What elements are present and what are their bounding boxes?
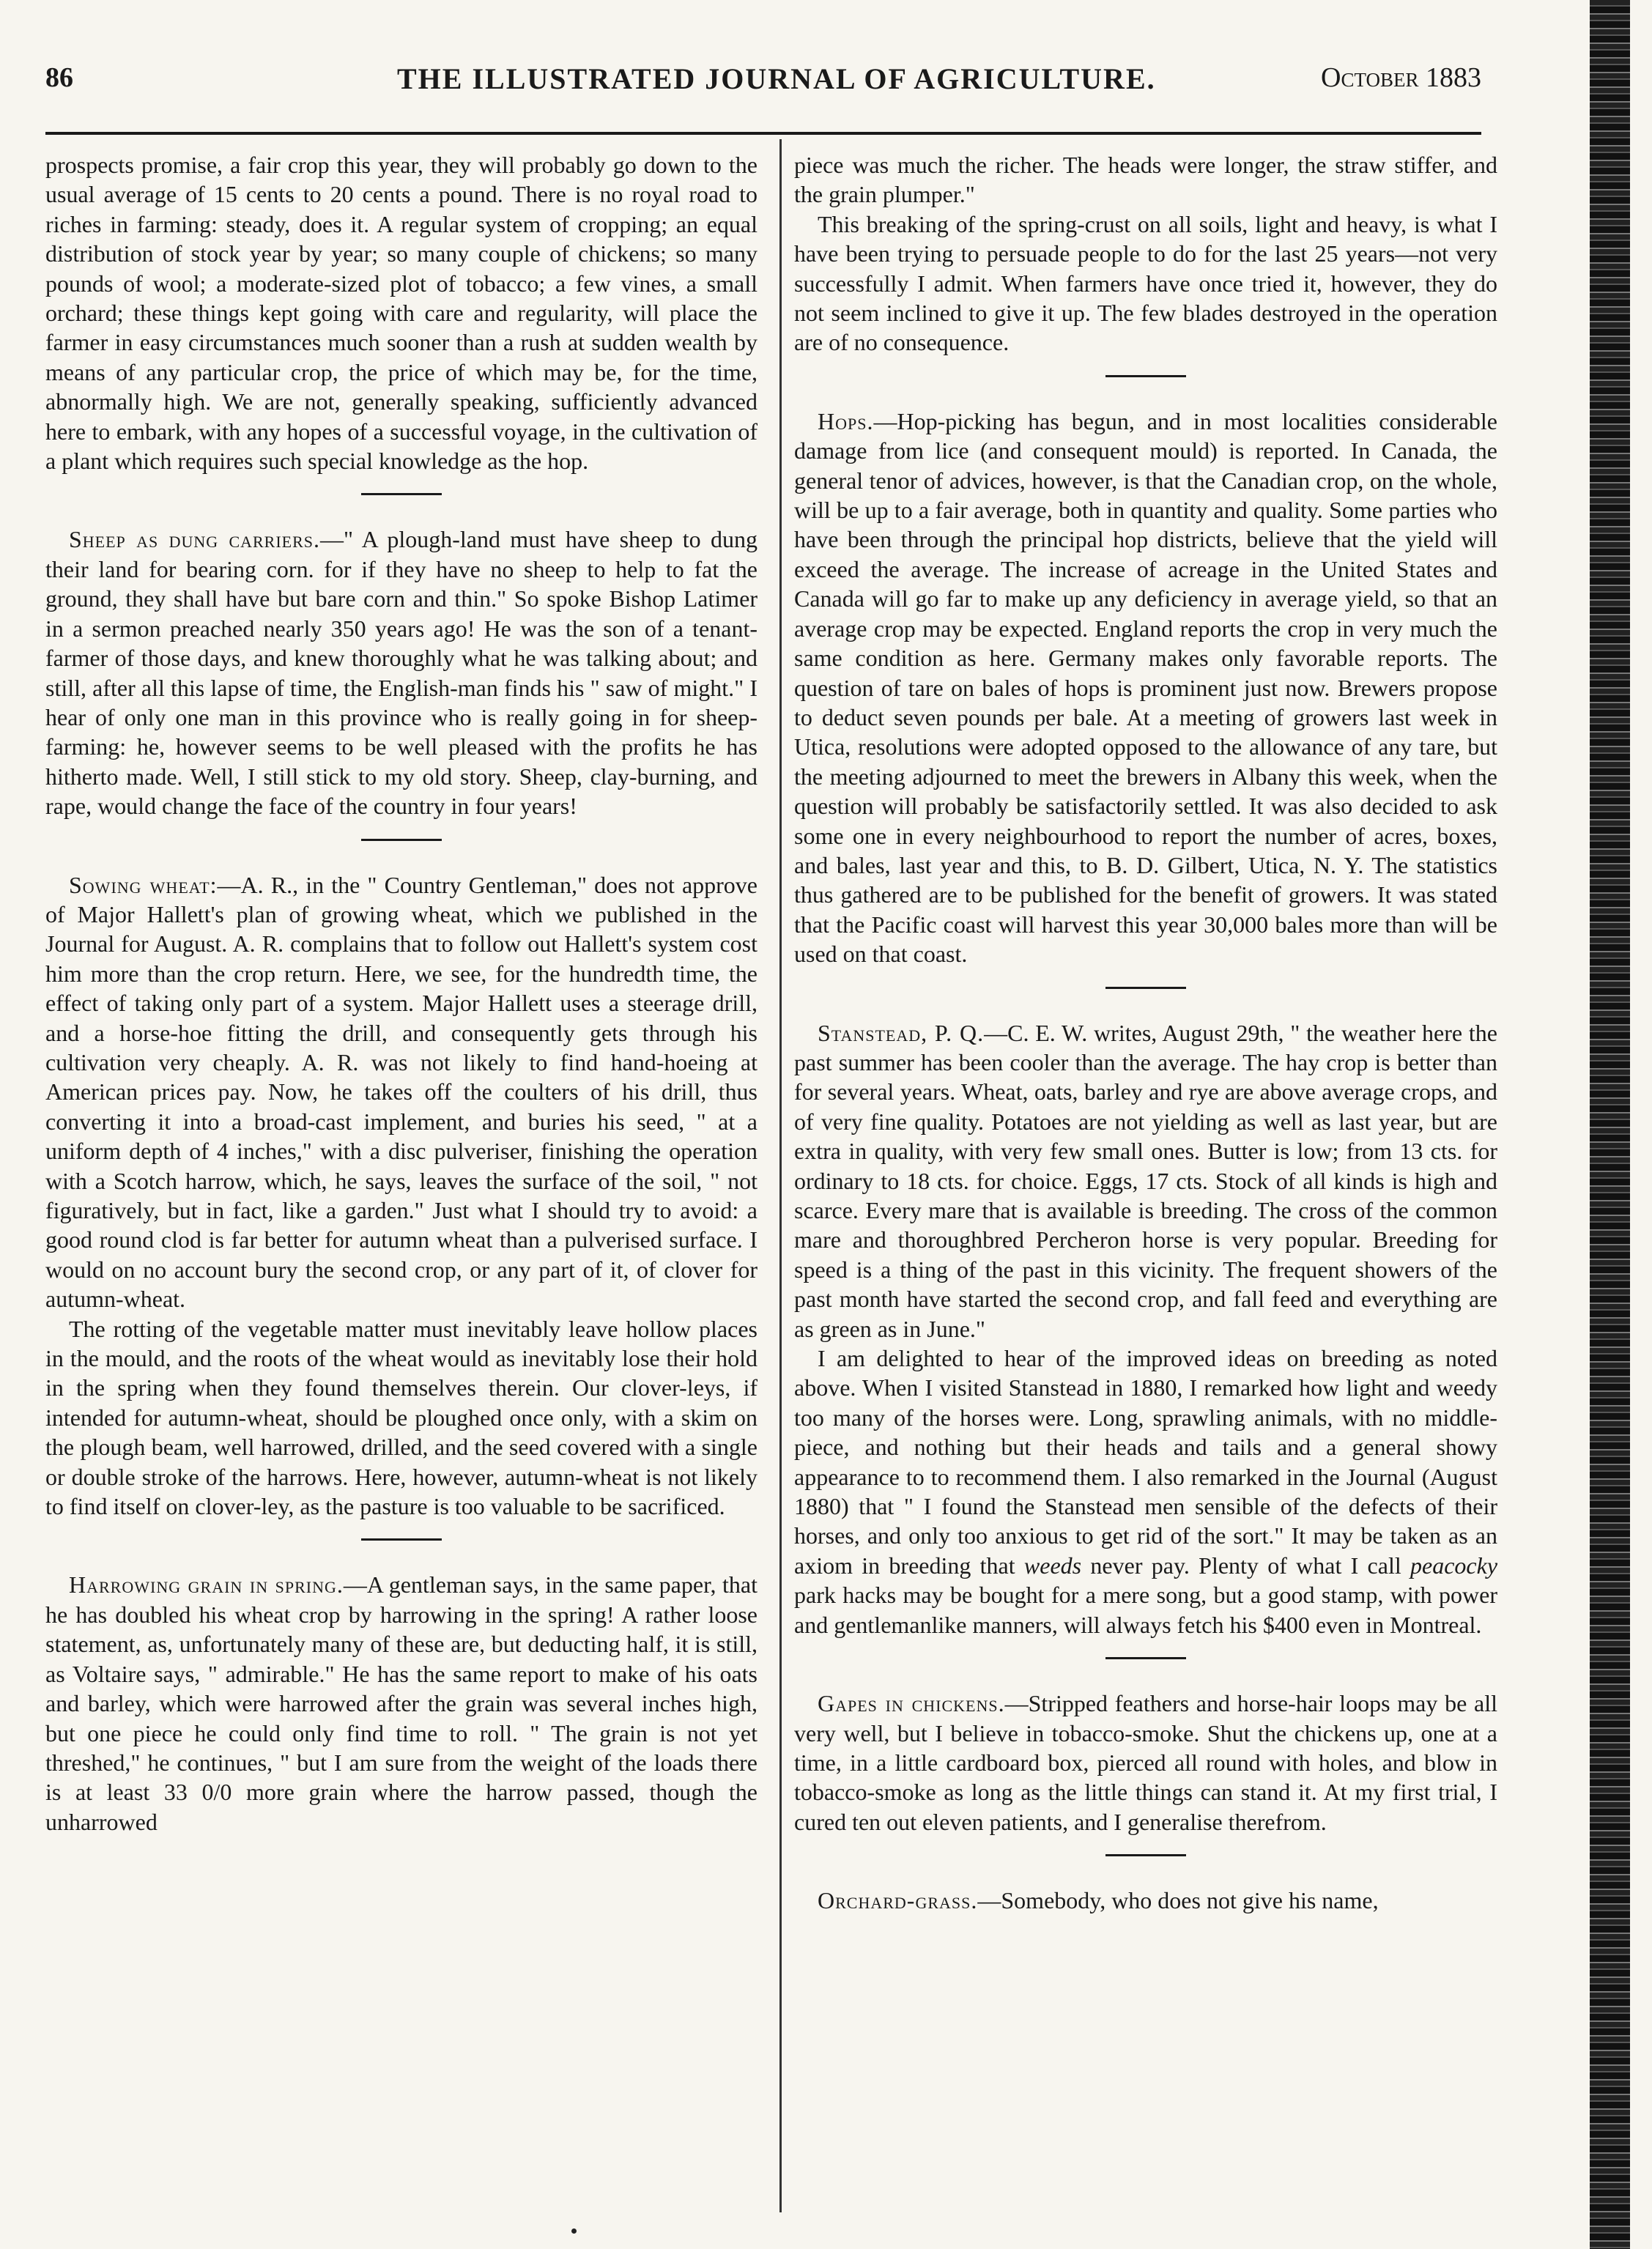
issue-date: October 1883 (1321, 62, 1481, 93)
stanstead-body-2c: park hacks may be bought for a mere song, but a good stamp, with power and gentlemanlike manners, will always fetch his $400 even in Montreal. (794, 1582, 1497, 1638)
section-title-orchard: Orchard-grass. (818, 1887, 978, 1914)
harrowing-paragraph (45, 1570, 758, 1837)
section-orchard (794, 1886, 1497, 1915)
section-divider (361, 1538, 442, 1541)
section-gapes (794, 1689, 1497, 1837)
journal-title: THE ILLUSTRATED JOURNAL OF AGRICULTURE. (397, 62, 1156, 95)
page-header (45, 62, 1481, 113)
hops-paragraph (794, 407, 1497, 969)
harrowing-continued: piece was much the richer. The heads were longer, the straw stiffer, and the grain plumper." (794, 152, 1497, 208)
scan-edge-strip (1590, 0, 1630, 2249)
sheep-paragraph (45, 525, 758, 820)
stanstead-body-2a: I am delighted to hear of the improved ideas on breeding as noted above. When I visited Stanstead in 1880, I remarked how light and weedy too many of the horses were. Long, sprawling animals, with no middle-piece, and nothing but their heads and tails and a general showy appearance to to recommend them. I also remarked in the Journal (August 1880) that " I found the Stanstead men sensible of the defects of their horses, and only too anxious to get rid of the sort." It may be taken as an axiom in breeding that (794, 1345, 1497, 1579)
page-number: 86 (45, 62, 73, 93)
harrowing-continued-2: This breaking of the spring-crust on all soils, light and heavy, is what I have been trying to persuade people to do for the last 25 years—not very successfully I admit. When farmers have once tried it, however, they do not seem inclined to give it up. The few blades destroyed in the operation are of no consequence. (794, 210, 1497, 356)
stanstead-paragraph-2 (794, 1344, 1497, 1639)
section-sheep (45, 525, 758, 820)
section-hops (794, 407, 1497, 969)
section-title-harrowing: Harrowing grain in spring. (69, 1571, 344, 1598)
section-title-gapes: Gapes in chickens. (818, 1690, 1005, 1717)
column-divider (779, 139, 782, 2212)
left-column (45, 150, 758, 1837)
header-rule (45, 132, 1481, 135)
hops-body: —Hop-picking has begun, and in most localities considerable damage from lice (and consequent mould) is reported. In Canada, the general tenor of advices, however, is that the Canadian crop, on the whole, will be up to a fair average, both in quantity and quality. Some parties who have been through the principal hop districts, believe that the yield will exceed the average. The increase of acreage in the United States and Canada will go far to make up any deficiency in average yield, so that an average crop may be expected. England reports the crop in very much the same condition as here. Germany makes only favorable reports. The question of tare on bales of hops is prominent just now. Brewers propose to deduct seven pounds per bale. At a meeting of growers last week in Utica, resolutions were adopted opposed to the allowance of any tare, but the meeting adjourned to meet the brewers in Albany this week, when the question will probably be satisfactorily settled. It was also decided to ask some one in every neighbourhood to report the number of acres, boxes, and bales, last year and this, to B. D. Gilbert, Utica, N. Y. The statistics thus gathered are to be published for the benefit of growers. It was stated that the Pacific coast will harvest this year 30,000 bales more than will be used on that coast. (794, 407, 1497, 968)
stanstead-body-2b: never pay. Plenty of what I call (1090, 1552, 1401, 1579)
section-sowing (45, 870, 758, 1522)
stanstead-body: —C. E. W. writes, August 29th, " the weather here the past summer has been cooler than the average. The hay crop is better than for several years. Wheat, oats, barley and rye are above average crops, and of very fine quality. Potatoes are not yielding as well as last year, but are extra in quality, with very few small ones. Butter is low; from 13 cts. for ordinary to 18 cts. for choice. Eggs, 17 cts. Stock of all kinds is high and scarce. Every mare that is available is breeding. The cross of the common mare and thoroughbred Percheron horse is very popular. Breeding for speed is a thing of the past in this vicinity. The frequent showers of the past month have started the second crop, and fall feed and everything are as green as in June." (794, 1019, 1497, 1342)
section-divider (1105, 375, 1186, 377)
section-divider (361, 839, 442, 841)
sowing-paragraph (45, 870, 758, 1314)
harrowing-body: —A gentleman says, in the same paper, that he has doubled his wheat crop by harrowing in the spring! A rather loose statement, as, unfortunately many of these are, but deducting half, it is still, as Voltaire says, " admirable." He has the same report to make of his oats and barley, which were harrowed after the grain was several inches high, but one piece he could only find time to roll. " The grain is not yet threshed," he continues, " but I am sure from the weight of the loads there is at least 33 0/0 more grain where the harrow passed, though the unharrowed (45, 1571, 758, 1835)
sowing-body: —A. R., in the " Country Gentleman," does not approve of Major Hallett's plan of growing wheat, which we published in the Journal for August. A. R. complains that to follow out Hallett's system cost him more than the crop return. Here, we see, for the hundredth time, the effect of taking only part of a system. Major Hallett uses a steerage drill, and a horse-hoe fitting the drill, and consequently gets through his cultivation very cheaply. A. R. was not likely to find hand-hoeing at American prices pay. Now, he takes off the coulters of his drill, thus converting it into a broad-cast implement, and buries his seed, " at a uniform depth of 4 inches," with a disc pulveriser, finishing the operation with a Scotch harrow, which, he says, leaves the surface of the soil, " not figuratively, but in fact, like a garden." Just what I should try to avoid: a good round clod is far better for autumn wheat than a pulverised surface. I would on no account bury the second crop, or any part of it, of clover for autumn-wheat. (45, 871, 758, 1313)
gapes-paragraph (794, 1689, 1497, 1837)
sheep-body: —" A plough-land must have sheep to dung their land for bearing corn. for if they have no sheep to help to fat the ground, they shall have but bare corn and thin." So spoke Bishop Latimer in a sermon preached nearly 350 years ago! He was the son of a tenant-farmer of those days, and knew thoroughly what he was talking about; and still, after all this lapse of time, the English-man finds his " saw of might." I hear of only one man in this province who is really going in for sheep-farming: he, however seems to be well pleased with the profits he has hitherto made. Well, I still stick to my old story. Sheep, clay-burning, and rape, would change the face of the country in four years! (45, 526, 758, 820)
section-divider (1105, 1854, 1186, 1856)
section-title-sheep: Sheep as dung carriers. (69, 526, 321, 553)
section-stanstead (794, 1018, 1497, 1640)
intro-paragraph: prospects promise, a fair crop this year, they will probably go down to the usual average of 15 cents to 20 cents a pound. There is no royal road to riches in farming: steady, does it. A regular system of cropping; an equal distribution of stock year by year; so many couple of chickens; so many pounds of wool; a moderate-sized plot of tobacco; a few vines, a small orchard; these things kept going with care and regularity, will place the farmer in easy circumstances much sooner than a rush at sudden wealth by means of any particular crop, the price of which may be, for the time, abnormally high. We are not, generally speaking, sufficiently advanced here to embark, with any hopes of a successful voyage, in the cultivation of a plant which requires such special knowledge as the hop. (45, 152, 758, 475)
section-title-stanstead: Stanstead, P. Q. (818, 1019, 985, 1046)
printer-mark (571, 2228, 577, 2234)
section-divider (1105, 987, 1186, 989)
orchard-paragraph (794, 1886, 1497, 1915)
right-column (794, 150, 1497, 1916)
gapes-body: —Stripped feathers and horse-hair loops may be all very well, but I believe in tobacco-smoke. Shut the chickens up, one at a time, in a little cardboard box, pierced all round with holes, and blow in tobacco-smoke as long as the little things can stand it. At my first trial, I cured ten out eleven patients, and I generalise therefrom. (794, 1690, 1497, 1835)
emphasis-weeds: weeds (1023, 1552, 1082, 1579)
section-harrowing (45, 1570, 758, 1837)
section-divider (361, 493, 442, 495)
sowing-paragraph-2: The rotting of the vegetable matter must inevitably leave hollow places in the mould, and the roots of the wheat would as inevitably lose their hold in the spring when they found themselves therein. Our clover-leys, if intended for autumn-wheat, should be ploughed once only, with a skim on the plough beam, well harrowed, drilled, and the seed covered with a single or double stroke of the harrows. Here, however, autumn-wheat is not likely to find itself on clover-ley, as the pasture is too valuable to be sacrificed. (45, 1315, 758, 1520)
orchard-body: —Somebody, who does not give his name, (977, 1887, 1379, 1914)
section-divider (1105, 1657, 1186, 1659)
section-title-sowing: Sowing wheat: (69, 871, 218, 898)
section-title-hops: Hops. (818, 407, 874, 434)
stanstead-paragraph (794, 1018, 1497, 1344)
emphasis-peacocky: peacocky (1410, 1552, 1498, 1579)
